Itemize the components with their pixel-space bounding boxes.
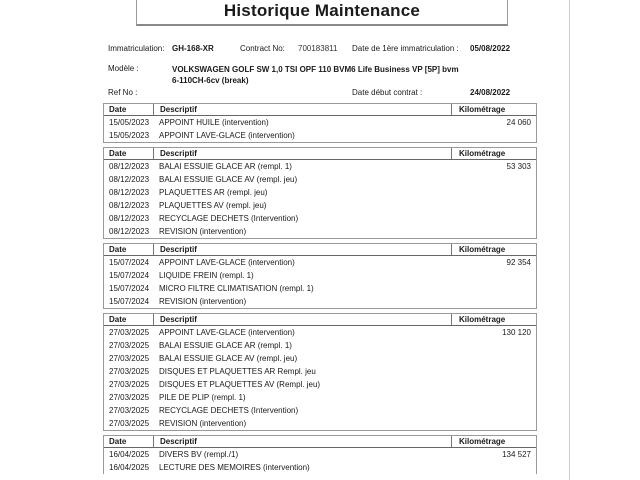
row-date: 27/03/2025: [109, 341, 150, 350]
row-kilometrage: 134 527: [502, 450, 531, 459]
row-date: 27/03/2025: [109, 419, 150, 428]
row-date: 16/04/2025: [109, 450, 150, 459]
row-descriptif: REVISION (intervention): [159, 419, 247, 428]
table-header-row: [104, 244, 536, 256]
row-kilometrage: [451, 461, 536, 474]
row-date: 15/05/2023: [109, 118, 150, 127]
row-date: 08/12/2023: [109, 188, 150, 197]
maintenance-table: [103, 147, 537, 239]
row-kilometrage: [451, 225, 536, 238]
row-kilometrage: [451, 404, 536, 417]
row-descriptif: RECYCLAGE DECHETS (Intervention): [159, 214, 299, 223]
row-descriptif: MICRO FILTRE CLIMATISATION (rempl. 1): [159, 284, 314, 293]
column-header-descriptif: Descriptif: [153, 436, 451, 447]
row-kilometrage: [451, 378, 536, 391]
row-date: 15/05/2023: [109, 131, 150, 140]
row-kilometrage: 130 120: [502, 328, 531, 337]
column-header-descriptif: Descriptif: [153, 104, 451, 115]
row-descriptif: PILE DE PLIP (rempl. 1): [159, 393, 246, 402]
row-date: 15/07/2024: [109, 297, 150, 306]
row-kilometrage: 53 303: [506, 162, 531, 171]
column-header-date: Date: [109, 315, 127, 324]
row-date: 16/04/2025: [109, 463, 150, 472]
model-label: Modèle :: [108, 64, 139, 73]
row-date: 15/07/2024: [109, 258, 150, 267]
first-registration-label: Date de 1ère immatriculation :: [352, 44, 459, 53]
row-descriptif: RECYCLAGE DECHETS (Intervention): [159, 406, 299, 415]
contract-start-label: Date début contrat :: [352, 88, 423, 97]
row-date: 27/03/2025: [109, 354, 150, 363]
row-date: 08/12/2023: [109, 214, 150, 223]
row-kilometrage: [451, 199, 536, 212]
table-row: [104, 417, 536, 430]
document-title-box: [136, 0, 508, 26]
table-row: [104, 212, 536, 225]
row-date: 08/12/2023: [109, 227, 150, 236]
row-date: 27/03/2025: [109, 380, 150, 389]
column-header-date: Date: [109, 149, 127, 158]
row-descriptif: BALAI ESSUIE GLACE AR (rempl. 1): [159, 162, 292, 171]
ref-no-label: Ref No :: [108, 88, 138, 97]
row-descriptif: BALAI ESSUIE GLACE AV (rempl. jeu): [159, 354, 298, 363]
table-row: [104, 256, 536, 269]
row-date: 08/12/2023: [109, 175, 150, 184]
row-date: 15/07/2024: [109, 284, 150, 293]
row-descriptif: REVISION (intervention): [159, 297, 247, 306]
row-kilometrage: [451, 269, 536, 282]
row-descriptif: DISQUES ET PLAQUETTES AR Rempl. jeu: [159, 367, 316, 376]
row-date: 27/03/2025: [109, 406, 150, 415]
row-kilometrage: [451, 365, 536, 378]
table-header-row: [104, 148, 536, 160]
row-descriptif: APPOINT LAVE-GLACE (intervention): [159, 328, 295, 337]
row-kilometrage: [451, 352, 536, 365]
row-descriptif: REVISION (intervention): [159, 227, 247, 236]
row-kilometrage: [451, 295, 536, 308]
column-header-kilometrage: Kilométrage: [451, 314, 536, 325]
table-row: [104, 326, 536, 339]
row-descriptif: DIVERS BV (rempl./1): [159, 450, 239, 459]
table-row: [104, 352, 536, 365]
table-header-row: [104, 104, 536, 116]
table-row: [104, 173, 536, 186]
row-date: 15/07/2024: [109, 271, 150, 280]
table-row: [104, 404, 536, 417]
model-value-line1: VOLKSWAGEN GOLF SW 1,0 TSI OPF 110 BVM6 Life Business VP [5P] bvm: [172, 65, 459, 74]
column-header-date: Date: [109, 437, 127, 446]
table-row: [104, 448, 536, 461]
column-header-descriptif: Descriptif: [153, 314, 451, 325]
table-row: [104, 461, 536, 474]
column-header-descriptif: Descriptif: [153, 244, 451, 255]
table-header-row: [104, 314, 536, 326]
column-header-kilometrage: Kilométrage: [451, 244, 536, 255]
row-kilometrage: [451, 391, 536, 404]
row-date: 27/03/2025: [109, 393, 150, 402]
table-row: [104, 116, 536, 129]
first-registration-value: 05/08/2022: [470, 44, 511, 53]
table-row: [104, 282, 536, 295]
row-kilometrage: [451, 186, 536, 199]
row-kilometrage: 92 354: [506, 258, 531, 267]
table-row: [104, 160, 536, 173]
immatriculation-label: Immatriculation:: [108, 44, 165, 53]
table-row: [104, 339, 536, 352]
maintenance-tables: [103, 103, 537, 478]
table-header-row: [104, 436, 536, 448]
maintenance-table: [103, 243, 537, 309]
table-row: [104, 365, 536, 378]
row-kilometrage: [451, 212, 536, 225]
row-descriptif: BALAI ESSUIE GLACE AR (rempl. 1): [159, 341, 292, 350]
table-row: [104, 186, 536, 199]
model-value-line2: 6-110CH-6cv (break): [172, 76, 249, 85]
maintenance-table: [103, 313, 537, 431]
row-kilometrage: 24 060: [506, 118, 531, 127]
table-row: [104, 269, 536, 282]
row-descriptif: APPOINT LAVE-GLACE (intervention): [159, 258, 295, 267]
table-row: [104, 225, 536, 238]
column-header-kilometrage: Kilométrage: [451, 148, 536, 159]
row-date: 27/03/2025: [109, 367, 150, 376]
row-kilometrage: [451, 173, 536, 186]
page-title: Historique Maintenance: [223, 1, 421, 20]
table-row: [104, 378, 536, 391]
column-header-kilometrage: Kilométrage: [451, 436, 536, 447]
model-value: [172, 64, 512, 86]
maintenance-table: [103, 435, 537, 474]
row-descriptif: APPOINT HUILE (intervention): [159, 118, 269, 127]
page-edge-line: [569, 0, 570, 480]
column-header-date: Date: [109, 105, 127, 114]
row-descriptif: DISQUES ET PLAQUETTES AV (Rempl. jeu): [159, 380, 321, 389]
table-row: [104, 391, 536, 404]
column-header-kilometrage: Kilométrage: [451, 104, 536, 115]
row-kilometrage: [451, 129, 536, 142]
column-header-date: Date: [109, 245, 127, 254]
table-row: [104, 295, 536, 308]
contract-no-label: Contract No:: [240, 44, 285, 53]
row-date: 08/12/2023: [109, 162, 150, 171]
row-descriptif: BALAI ESSUIE GLACE AV (rempl. jeu): [159, 175, 298, 184]
contract-start-value: 24/08/2022: [470, 88, 511, 97]
row-descriptif: LIQUIDE FREIN (rempl. 1): [159, 271, 254, 280]
row-descriptif: PLAQUETTES AV (rempl. jeu): [159, 201, 267, 210]
maintenance-table: [103, 103, 537, 143]
row-descriptif: APPOINT LAVE-GLACE (intervention): [159, 131, 295, 140]
column-header-descriptif: Descriptif: [153, 148, 451, 159]
row-kilometrage: [451, 282, 536, 295]
contract-no-value: 700183811: [298, 44, 338, 53]
row-descriptif: PLAQUETTES AR (rempl. jeu): [159, 188, 268, 197]
table-row: [104, 129, 536, 142]
row-kilometrage: [451, 339, 536, 352]
immatriculation-value: GH-168-XR: [172, 44, 214, 53]
row-date: 08/12/2023: [109, 201, 150, 210]
row-kilometrage: [451, 417, 536, 430]
table-row: [104, 199, 536, 212]
row-descriptif: LECTURE DES MEMOIRES (intervention): [159, 463, 310, 472]
row-date: 27/03/2025: [109, 328, 150, 337]
